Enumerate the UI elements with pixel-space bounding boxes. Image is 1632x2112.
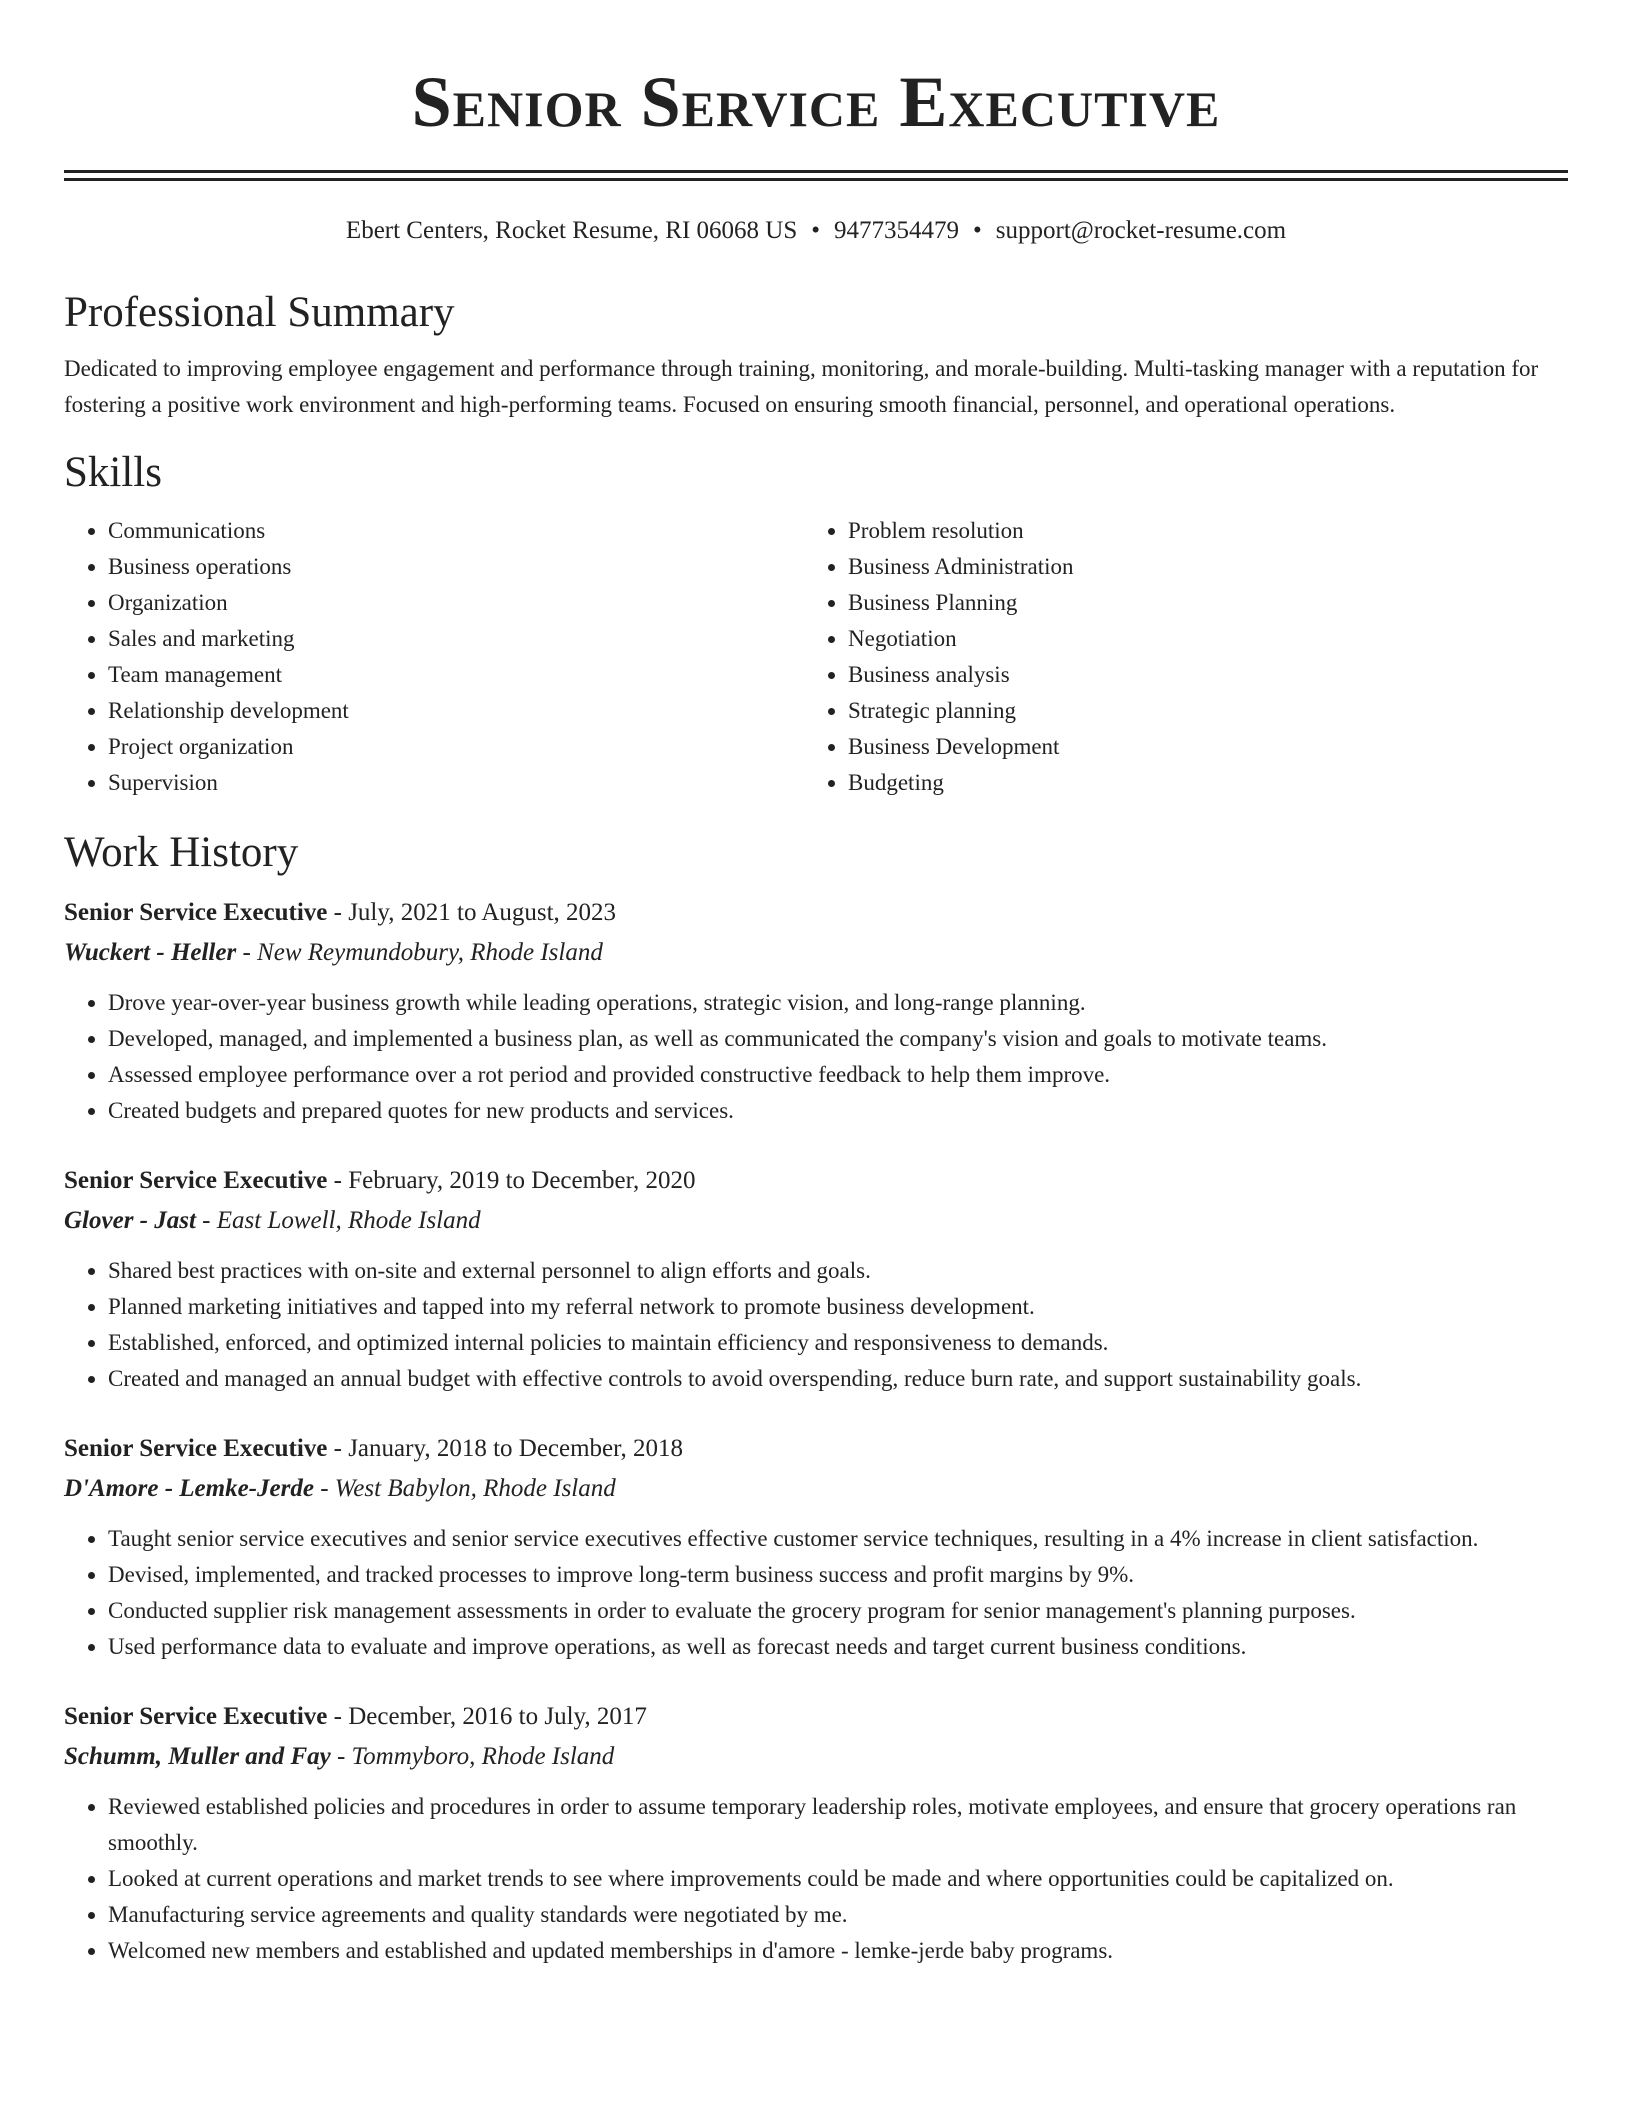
skill-item: • Business Development	[848, 729, 1568, 765]
job-dates: - July, 2021 to August, 2023	[327, 899, 617, 926]
job-dates: - February, 2019 to December, 2020	[327, 1167, 696, 1194]
job-bullet: • Created budgets and prepared quotes for new products and services.	[108, 1093, 1568, 1129]
contact-address: Ebert Centers, Rocket Resume, RI 06068 US	[345, 217, 798, 244]
job-title-line	[64, 1429, 1568, 1469]
contact-phone: 9477354479	[834, 217, 960, 244]
job-bullet: • Manufacturing service agreements and quality standards were negotiated by me.	[108, 1897, 1568, 1933]
job-bullet: • Welcomed new members and established and updated memberships in d'amore - lemke-jerde baby programs.	[108, 1933, 1568, 1969]
skill-item: • Business analysis	[848, 657, 1568, 693]
job-bullet: • Drove year-over-year business growth while leading operations, strategic vision, and long-range planning.	[108, 985, 1568, 1021]
job-title: Senior Service Executive	[64, 899, 328, 926]
job-bullet: • Assessed employee performance over a rot period and provided constructive feedback to help them improve.	[108, 1057, 1568, 1093]
skill-item: • Supervision	[108, 765, 804, 801]
job-title: Senior Service Executive	[64, 1167, 328, 1194]
work-history-heading: Work History	[64, 829, 299, 876]
job-company: Schumm, Muller and Fay	[64, 1743, 331, 1770]
contact-line	[64, 213, 1568, 249]
job-bullet: • Established, enforced, and optimized internal policies to maintain efficiency and responsiveness to demands.	[108, 1325, 1568, 1361]
job-title-line	[64, 1697, 1568, 1737]
job-entry	[64, 1429, 1568, 1665]
job-company-line	[64, 933, 1568, 973]
job-bullet: • Reviewed established policies and procedures in order to assume temporary leadership roles, motivate employees, and ensure that grocery operations ran smoothly.	[108, 1789, 1568, 1861]
resume-title: Senior Service Executive	[411, 62, 1221, 142]
skills-list-right	[804, 513, 1568, 801]
contact-separator: •	[973, 217, 982, 244]
skill-item: • Project organization	[108, 729, 804, 765]
job-dates: - December, 2016 to July, 2017	[327, 1703, 647, 1730]
job-bullet: • Created and managed an annual budget with effective controls to avoid overspending, reduce burn rate, and support sustainability goals.	[108, 1361, 1568, 1397]
job-bullets	[64, 1521, 1568, 1665]
skill-item: • Problem resolution	[848, 513, 1568, 549]
job-bullet: • Used performance data to evaluate and improve operations, as well as forecast needs and target current business conditions.	[108, 1629, 1568, 1665]
contact-separator: •	[811, 217, 821, 244]
job-bullet: • Shared best practices with on-site and external personnel to align efforts and goals.	[108, 1253, 1568, 1289]
job-bullet: • Devised, implemented, and tracked processes to improve long-term business success and profit margins by 9%.	[108, 1557, 1568, 1593]
job-bullets	[64, 1253, 1568, 1397]
job-location: - East Lowell, Rhode Island	[195, 1207, 481, 1234]
job-company-line	[64, 1201, 1568, 1241]
skill-item: • Business Administration	[848, 549, 1568, 585]
title-double-rule	[64, 170, 1568, 181]
job-dates: - January, 2018 to December, 2018	[327, 1435, 683, 1462]
job-company-line	[64, 1737, 1568, 1777]
skill-item: • Strategic planning	[848, 693, 1568, 729]
job-title-line	[64, 1161, 1568, 1201]
skill-item: • Business operations	[108, 549, 804, 585]
job-company-line	[64, 1469, 1568, 1509]
job-title: Senior Service Executive	[64, 1703, 328, 1730]
job-location: - Tommyboro, Rhode Island	[330, 1743, 615, 1770]
job-company: D'Amore - Lemke-Jerde	[64, 1475, 314, 1502]
job-entry	[64, 1161, 1568, 1397]
skills-list-left	[64, 513, 804, 801]
job-title-line	[64, 893, 1568, 933]
skill-item: • Communications	[108, 513, 804, 549]
job-bullet: • Conducted supplier risk management assessments in order to evaluate the grocery program for senior management's planning purposes.	[108, 1593, 1568, 1629]
skill-item: • Budgeting	[848, 765, 1568, 801]
skill-item: • Organization	[108, 585, 804, 621]
contact-email: support@rocket-resume.com	[995, 217, 1287, 244]
skill-item: • Negotiation	[848, 621, 1568, 657]
skill-item: • Team management	[108, 657, 804, 693]
job-bullets	[64, 1789, 1568, 1969]
job-bullets	[64, 985, 1568, 1129]
skill-item: • Sales and marketing	[108, 621, 804, 657]
skill-item: • Business Planning	[848, 585, 1568, 621]
job-title: Senior Service Executive	[64, 1435, 328, 1462]
job-location: - West Babylon, Rhode Island	[313, 1475, 616, 1502]
job-entry	[64, 1697, 1568, 1969]
job-bullet: • Planned marketing initiatives and tapped into my referral network to promote business development.	[108, 1289, 1568, 1325]
job-company: Wuckert - Heller	[64, 939, 237, 966]
skills-columns	[64, 513, 1568, 801]
skill-item: • Relationship development	[108, 693, 804, 729]
summary-text: Dedicated to improving employee engagement and performance through training, monitoring, and morale-building. Multi-tasking manager with a reputation for fostering a positive work environment and high-performing teams. Focused on ensuring smooth financial, personnel, and operational operations.	[64, 356, 1539, 417]
job-bullet: • Taught senior service executives and senior service executives effective customer service techniques, resulting in a 4% increase in client satisfaction.	[108, 1521, 1568, 1557]
job-bullet: • Looked at current operations and market trends to see where improvements could be made and where opportunities could be capitalized on.	[108, 1861, 1568, 1897]
job-entry	[64, 893, 1568, 1129]
skills-heading: Skills	[64, 449, 162, 496]
job-company: Glover - Jast	[64, 1207, 196, 1234]
job-bullet: • Developed, managed, and implemented a business plan, as well as communicated the company's vision and goals to motivate teams.	[108, 1021, 1568, 1057]
summary-heading: Professional Summary	[64, 289, 455, 336]
job-location: - New Reymundobury, Rhode Island	[236, 939, 603, 966]
